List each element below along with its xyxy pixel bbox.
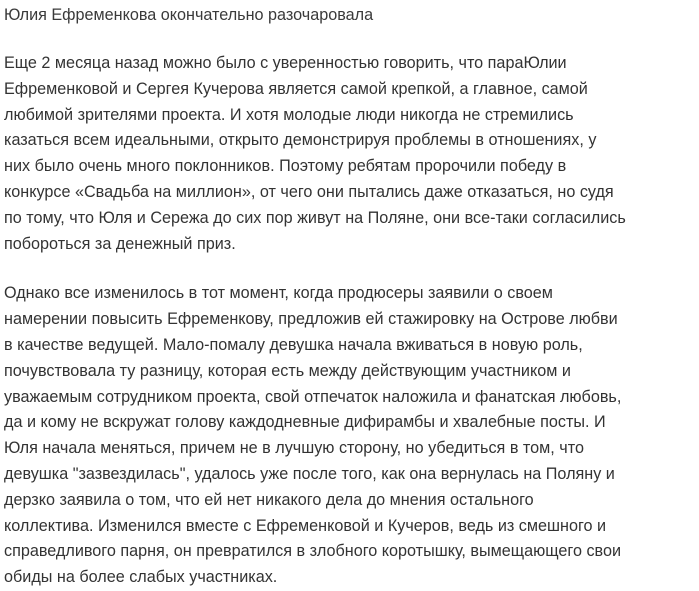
paragraph-line: девушка "зазвездилась", удалось уже после того, как она вернулась на Поляну и (4, 464, 615, 483)
paragraph-line: уважаемым сотрудником проекта, свой отпечаток наложила и фанатская любовь, (4, 387, 622, 406)
article-paragraph-2 (4, 281, 694, 591)
paragraph-line: казаться всем идеальными, открыто демонстрируя проблемы в отношениях, у (4, 131, 597, 150)
paragraph-line: Юля начала меняться, причем не в лучшую сторону, но убедиться в том, что (4, 439, 584, 458)
paragraph-line: них было очень много поклонников. Поэтому ребятам пророчили победу в (4, 157, 567, 176)
paragraph-line: дерзко заявила о том, что ей нет никакого дела до мнения остального (4, 490, 534, 509)
paragraph-line: Однако все изменилось в тот момент, когда продюсеры заявили о своем (4, 284, 553, 303)
paragraph-line: конкурсе «Свадьба на миллион», от чего они пытались даже отказаться, но судя (4, 182, 614, 201)
paragraph-line: по тому, что Юля и Сережа до сих пор живут на Поляне, они все-таки согласились (4, 208, 626, 227)
article (4, 0, 694, 591)
paragraph-line: намерении повысить Ефременкову, предложив ей стажировку на Острове любви (4, 310, 618, 329)
article-paragraph-1 (4, 51, 694, 257)
paragraph-line: побороться за денежный приз. (4, 234, 236, 253)
paragraph-line: коллектива. Изменился вместе с Ефременковой и Кучеров, ведь из смешного и (4, 516, 607, 535)
paragraph-line: любимой зрителями проекта. И хотя молодые люди никогда не стремились (4, 105, 574, 124)
paragraph-line: справедливого парня, он превратился в злобного коротышку, вымещающего свои (4, 542, 622, 561)
paragraph-line: да и кому не вскружат голову каждодневные дифирамбы и хвалебные посты. И (4, 413, 606, 432)
paragraph-line: Еще 2 месяца назад можно было с уверенностью говорить, что параЮлии (4, 54, 567, 72)
paragraph-line: в качестве ведущей. Мало-помалу девушка начала вживаться в новую роль, (4, 335, 583, 354)
paragraph-line: Ефременковой и Сергея Кучерова является самой крепкой, а главное, самой (4, 79, 588, 98)
paragraph-line: обиды на более слабых участниках. (4, 568, 278, 587)
article-title: Юлия Ефременкова окончательно разочаровала (4, 6, 374, 24)
paragraph-line: почувствовала ту разницу, которая есть между действующим участником и (4, 361, 571, 380)
